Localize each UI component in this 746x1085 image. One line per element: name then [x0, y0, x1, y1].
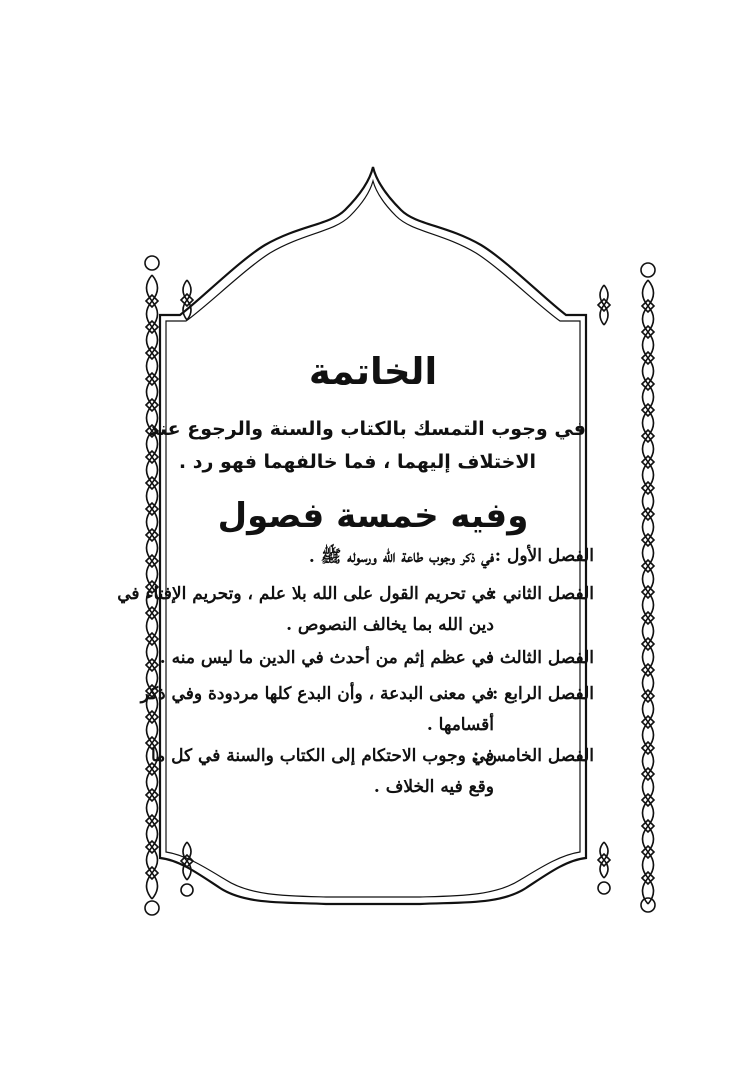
section-label: الفصل الثالث :	[487, 648, 594, 668]
vine-end-circle	[641, 263, 655, 277]
section-text-continued: وقع فيه الخلاف .	[373, 777, 494, 797]
section-label: الفصل الثاني :	[490, 584, 594, 604]
page-title: الخاتمة	[308, 350, 438, 393]
section-label: الفصل الرابع :	[491, 684, 594, 704]
section-text: في ذكر وجوب طاعة الله ورسوله ﷺ .	[308, 547, 494, 567]
section-text: في تحريم القول على الله بلا علم ، وتحريم الإفتاء في	[117, 584, 494, 604]
vine-end-circle	[598, 882, 610, 894]
section-label: الفصل الخامس :	[472, 746, 594, 766]
vine-end-circle	[181, 884, 193, 896]
section-text: في وجوب الاحتكام إلى الكتاب والسنة في كل ما	[150, 746, 494, 766]
vine-end-circle	[641, 898, 655, 912]
vine-end-circle	[145, 256, 159, 270]
section-text: في معنى البدعة ، وأن البدع كلها مردودة وفي ذكر	[140, 684, 494, 704]
vine-end-circle	[145, 901, 159, 915]
sections-heading: وفيه خمسة فصول	[217, 496, 529, 536]
section-text-continued: دين الله بما يخالف النصوص .	[286, 615, 494, 635]
subtitle-line-1: في وجوب التمسك بالكتاب والسنة والرجوع عند	[148, 418, 586, 440]
section-text-continued: أقسامها .	[426, 715, 494, 735]
subtitle-line-2: الاختلاف إليهما ، فما خالفهما فهو رد .	[178, 451, 536, 473]
section-label: الفصل الأول :	[494, 546, 594, 566]
section-text: في عظم إثم من أحدث في الدين ما ليس منه .	[159, 648, 494, 668]
